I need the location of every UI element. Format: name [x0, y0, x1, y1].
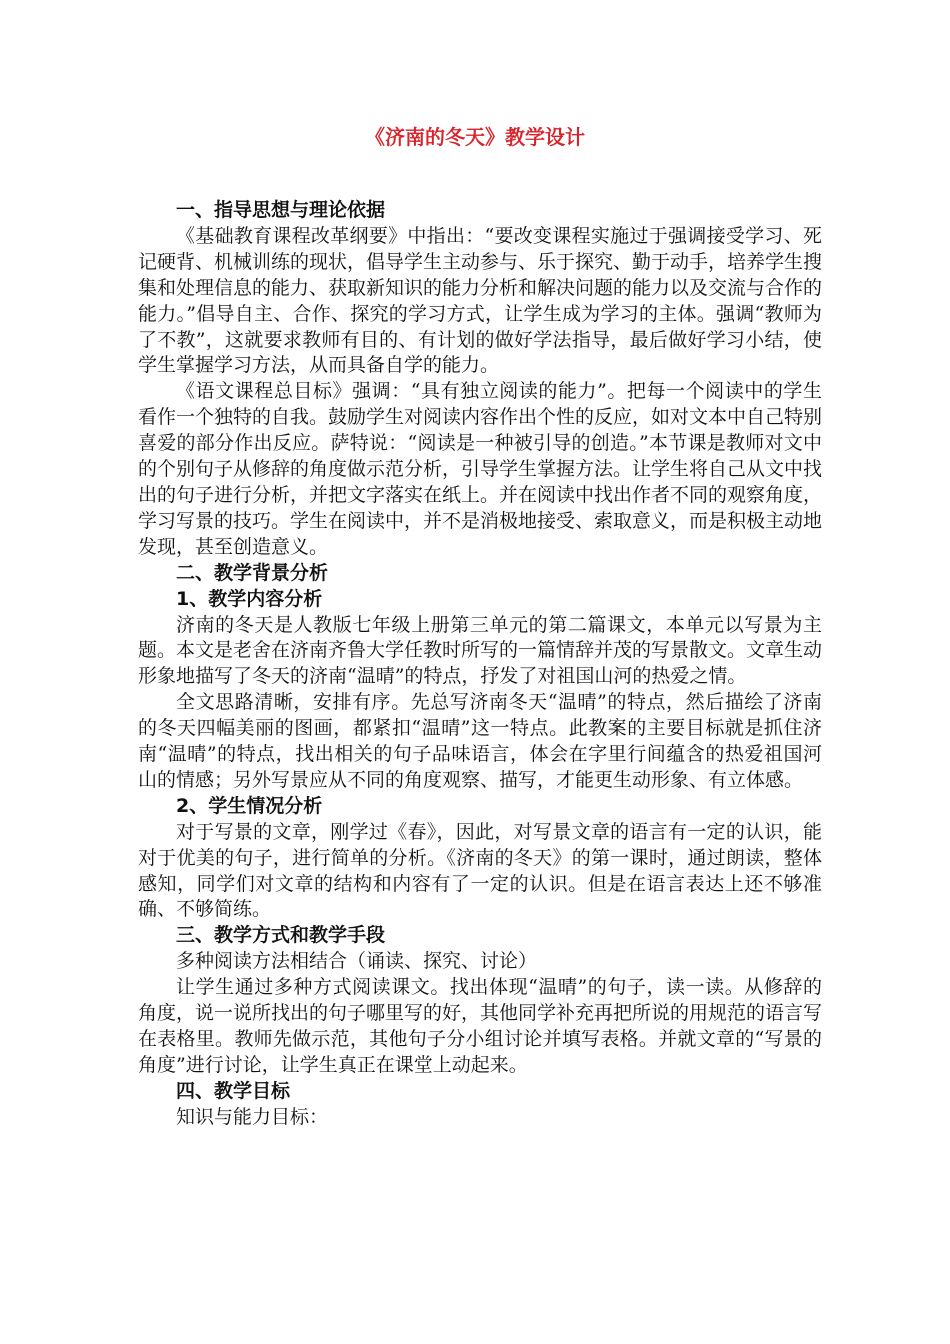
paragraph: 《语文课程总目标》强调：“具有独立阅读的能力”。把每一个阅读中的学生看作一个独特的自我。鼓励学生对阅读内容作出个性的反应，如对文本中自己特别喜爱的部分作出反应。萨特说：“阅读是一种被引导的创造。”本节课是教师对文中的个别句子从修辞的角度做示范分析，引导学生掌握方法。让学生将自己从文中找出的句子进行分析，并把文字落实在纸上。并在阅读中找出作者不同的观察角度，学习写景的技巧。学生在阅读中，并不是消极地接受、索取意义，而是积极主动地发现，甚至创造意义。 [138, 380, 823, 558]
paragraph: 对于写景的文章，刚学过《春》，因此，对写景文章的语言有一定的认识，能对于优美的句子，进行简单的分析。《济南的冬天》的第一课时，通过朗读，整体感知，同学们对文章的结构和内容有了一定的认识。但是在语言表达上还不够准确、不够简练。 [138, 820, 822, 921]
paragraph: 全文思路清晰，安排有序。先总写济南冬天“温晴”的特点，然后描绘了济南的冬天四幅美丽的图画，都紧扣“温晴”这一特点。此教案的主要目标就是抓住济南“温晴”的特点，找出相关的句子品味语言，体会在字里行间蕴含的热爱祖国河山的情感；另外写景应从不同的角度观察、描写，才能更生动形象、有立体感。 [138, 691, 822, 791]
subsection-heading: 2、学生情况分析 [176, 794, 323, 817]
section-heading: 四、教学目标 [176, 1079, 291, 1102]
document-title: 《济南的冬天》教学设计 [365, 125, 585, 149]
document-body [138, 198, 822, 1131]
subsection-heading: 1、教学内容分析 [176, 587, 323, 610]
paragraph: 让学生通过多种方式阅读课文。找出体现“温晴”的句子，读一读。从修辞的角度，说一说所找出的句子哪里写的好，其他同学补充再把所说的用规范的语言写在表格里。教师先做示范，其他句子分小组讨论并填写表格。并就文章的“写景的角度”进行讨论，让学生真正在课堂上动起来。 [138, 976, 823, 1076]
paragraph: 《基础教育课程改革纲要》中指出：“要改变课程实施过于强调接受学习、死记硬背、机械训练的现状，倡导学生主动参与、乐于探究、勤于动手，培养学生搜集和处理信息的能力、获取新知识的能力分析和解决问题的能力以及交流与合作的能力。”倡导自主、合作、探究的学习方式，让学生成为学习的主体。强调“教师为了不教”，这就要求教师有目的、有计划的做好学法指导，最后做好学习小结，使学生掌握学习方法，从而具备自学的能力。 [138, 224, 823, 377]
paragraph: 知识与能力目标： [176, 1105, 329, 1128]
paragraph: 多种阅读方法相结合（诵读、探究、讨论） [176, 950, 538, 973]
paragraph: 济南的冬天是人教版七年级上册第三单元的第二篇课文，本单元以写景为主题。本文是老舍在济南齐鲁大学任教时所写的一篇情辞并茂的写景散文。文章生动形象地描写了冬天的济南“温晴”的特点，抒发了对祖国山河的热爱之情。 [138, 613, 823, 688]
section-heading: 一、指导思想与理论依据 [176, 199, 386, 221]
section-heading: 二、教学背景分析 [176, 561, 329, 584]
section-heading: 三、教学方式和教学手段 [176, 924, 386, 947]
